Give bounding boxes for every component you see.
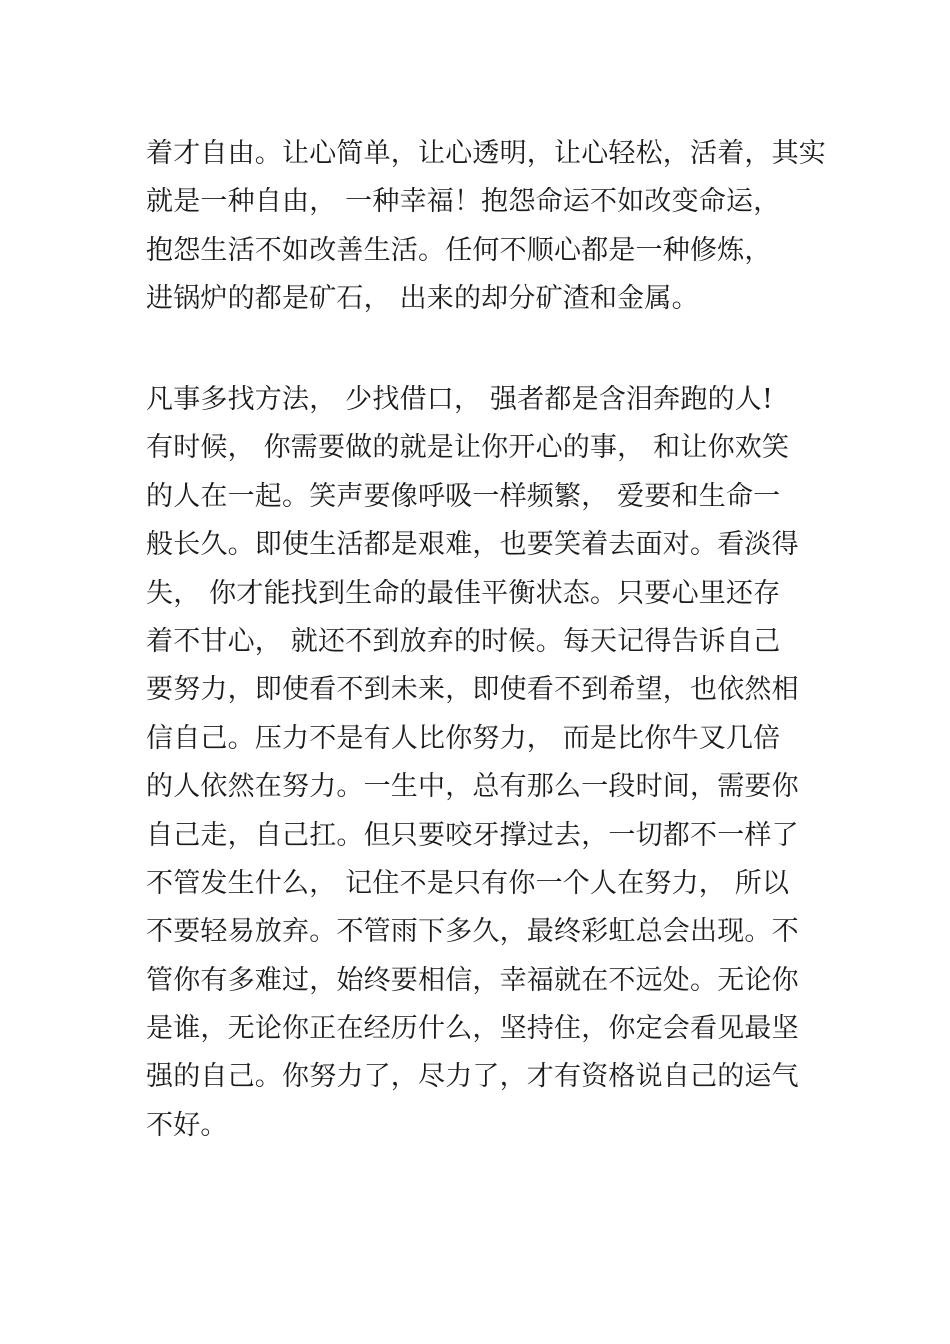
text-line: 抱怨生活不如改善生活。任何不顺心都是一种修炼， (146, 234, 772, 266)
text-line: 就是一种自由， 一种幸福！抱怨命运不如改变命运， (146, 186, 781, 218)
paragraph-2 (146, 376, 816, 1150)
text-line: 强的自己。你努力了，尽力了，才有资格说自己的运气 (146, 1061, 799, 1093)
text-line: 的人在一起。笑声要像呼吸一样频繁， 爱要和生命一 (146, 480, 781, 512)
text-line: 的人依然在努力。一生中，总有那么一段时间，需要你 (146, 771, 799, 803)
text-line: 凡事多找方法， 少找借口， 强者都是含泪奔跑的人! (146, 384, 774, 415)
text-line: 有时候， 你需要做的就是让你开心的事， 和让你欢笑 (146, 432, 790, 464)
text-line: 着才自由。让心简单，让心透明，让心轻松，活着，其实 (146, 138, 826, 169)
text-line: 自己走，自己扛。但只要咬牙撑过去，一切都不一样了 (146, 819, 799, 851)
text-line: 般长久。即使生活都是艰难，也要笑着去面对。看淡得 (146, 529, 799, 561)
text-line: 不好。 (146, 1109, 228, 1141)
text-line: 不要轻易放弃。不管雨下多久，最终彩虹总会出现。不 (146, 916, 799, 948)
text-line: 进锅炉的都是矿石， 出来的却分矿渣和金属。 (146, 283, 699, 315)
paragraph-1 (146, 130, 826, 324)
text-line: 着不甘心， 就还不到放弃的时候。每天记得告诉自己 (146, 625, 781, 657)
text-line: 是谁，无论你正在经历什么，坚持住，你定会看见最坚 (146, 1013, 799, 1045)
text-line: 不管发生什么， 记住不是只有你一个人在努力， 所以 (146, 867, 790, 899)
text-line: 管你有多难过，始终要相信，幸福就在不远处。无论你 (146, 964, 799, 996)
text-line: 失， 你才能找到生命的最佳平衡状态。只要心里还存 (146, 577, 781, 609)
text-line: 要努力，即使看不到未来，即使看不到希望，也依然相 (146, 674, 799, 706)
text-line: 信自己。压力不是有人比你努力， 而是比你牛叉几倍 (146, 722, 781, 754)
